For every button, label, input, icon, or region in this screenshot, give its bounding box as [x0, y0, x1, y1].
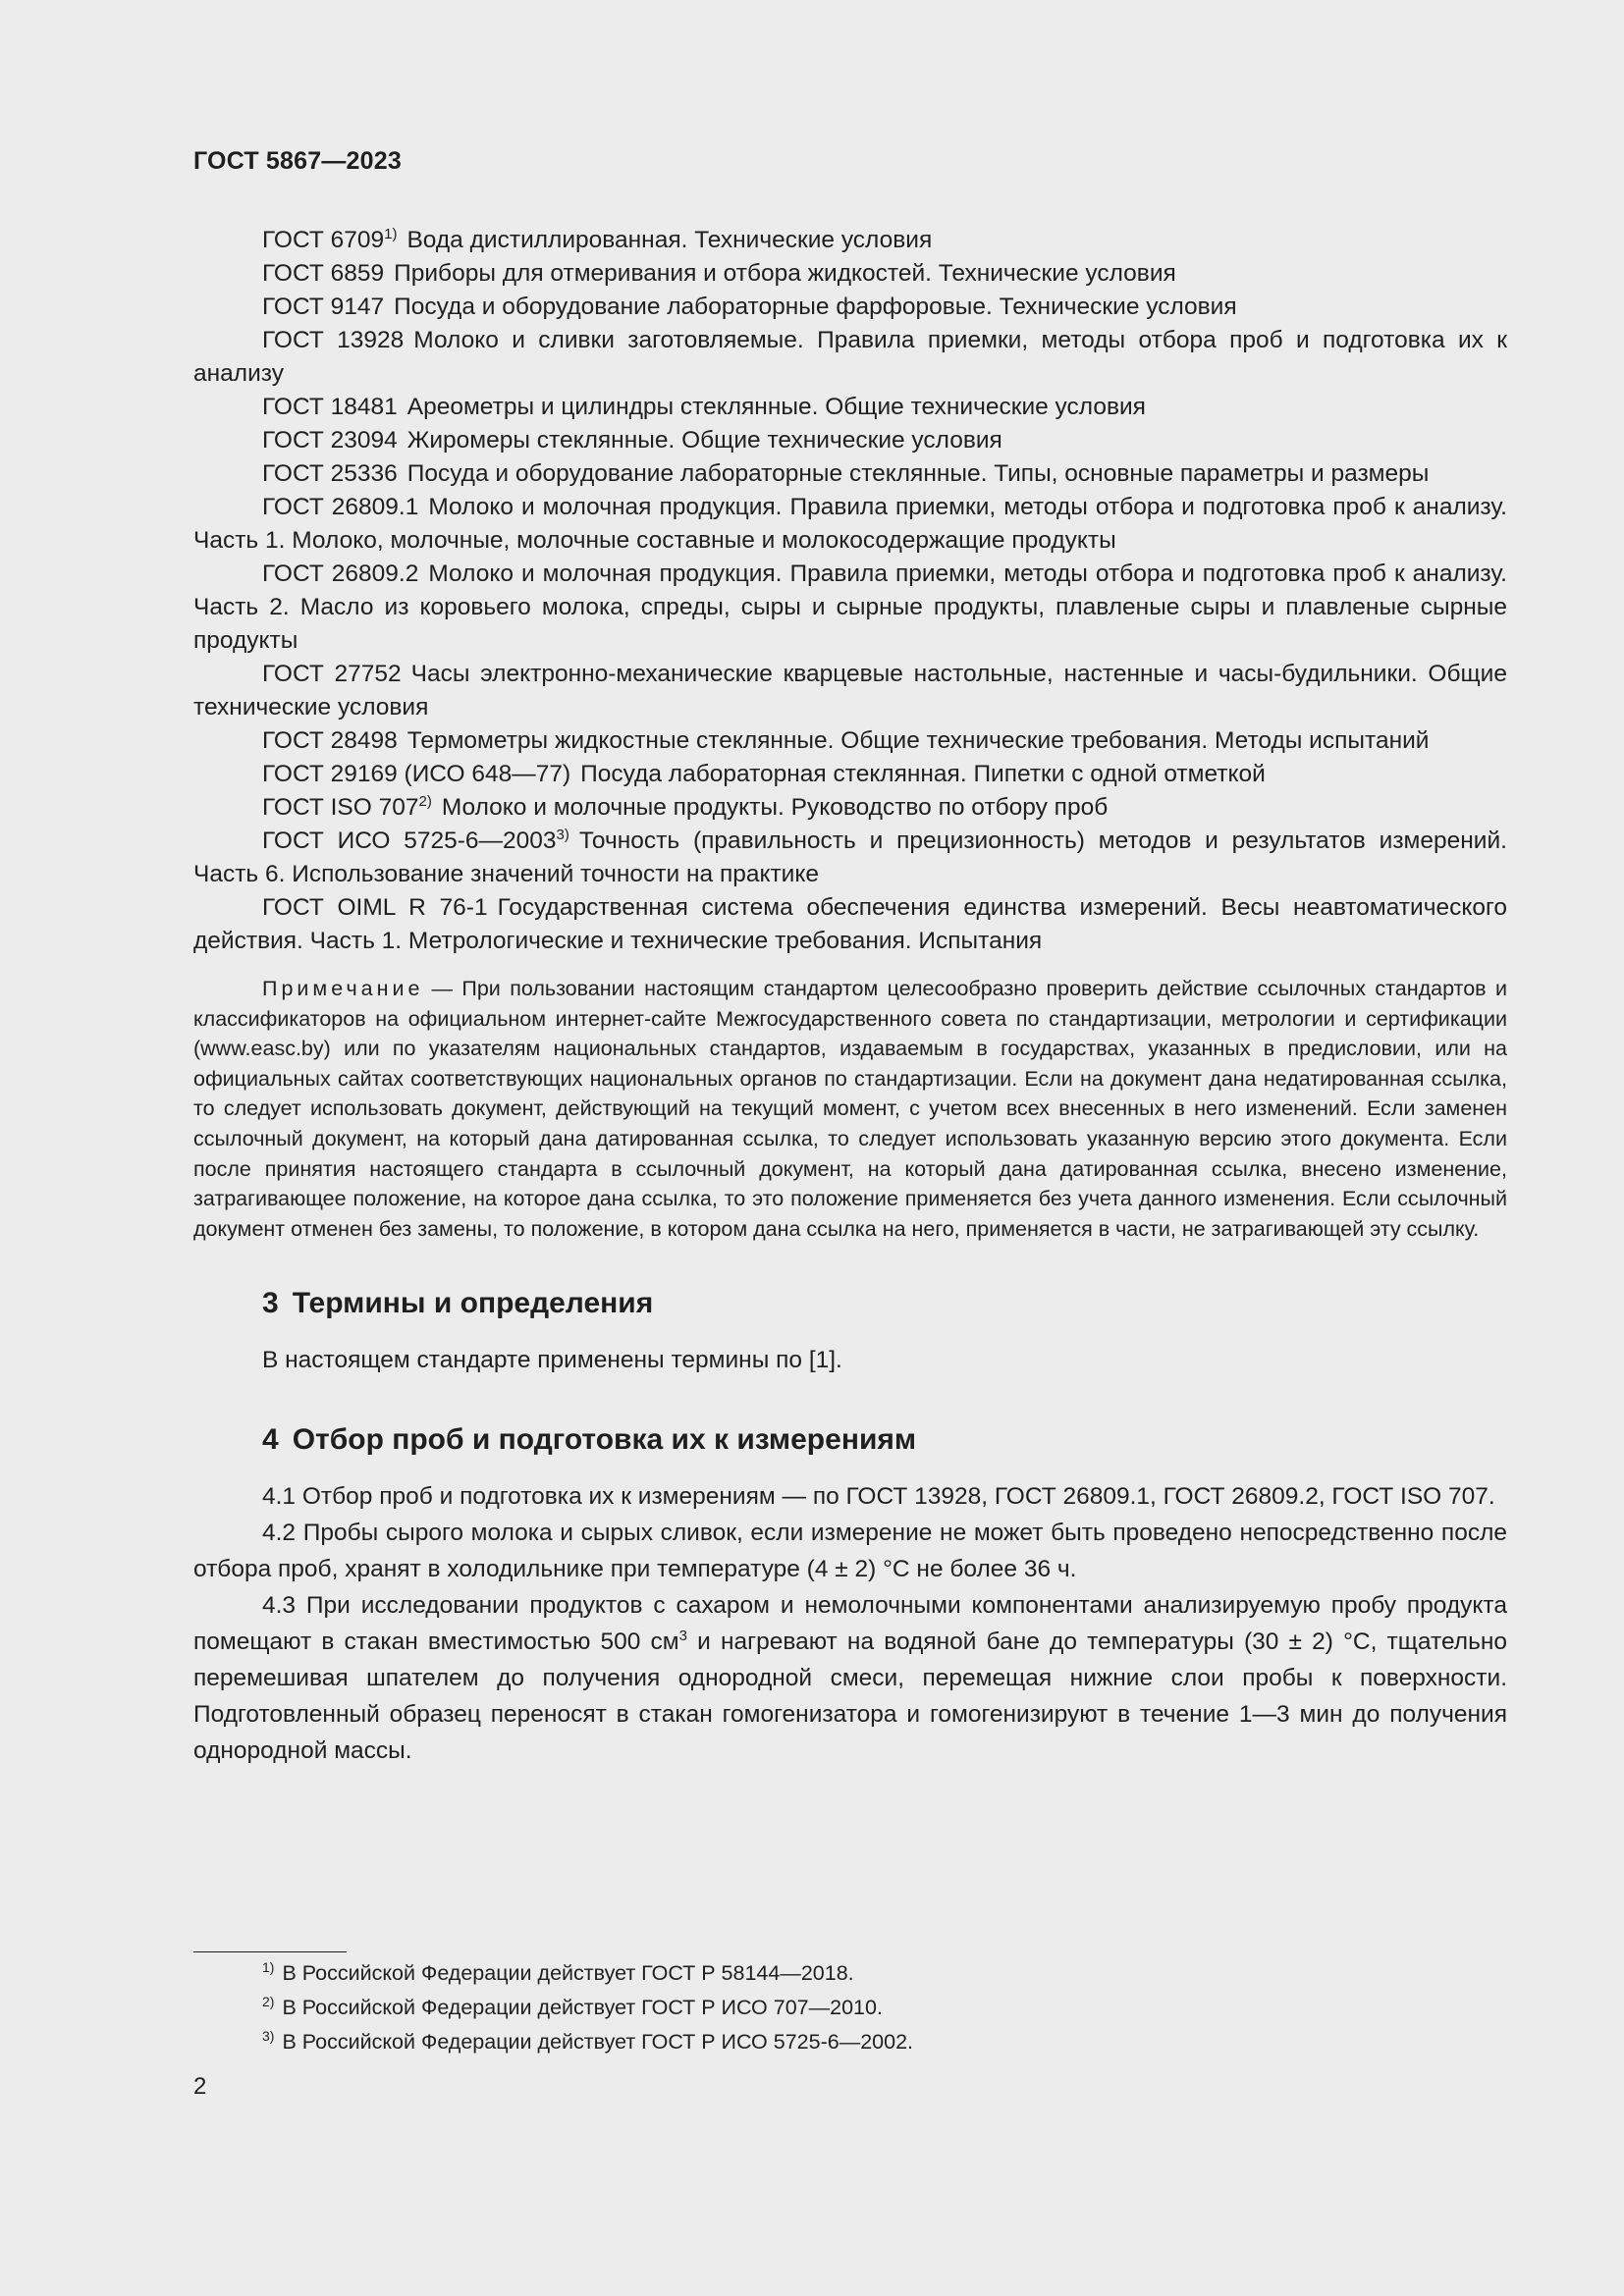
- reference-item: ГОСТ 6709$^{1)}$ Вода дистиллированная. Технические условия: [262, 225, 933, 253]
- reference-item: ГОСТ 29169 (ИСО 648—77) Посуда лабораторная стеклянная. Пипетки с одной отметкой: [262, 761, 1266, 787]
- reference-item: ГОСТ 25336 Посуда и оборудование лабораторные стеклянные. Типы, основные параметры и размеры: [262, 460, 1430, 487]
- clause-4-1: 4.1 Отбор проб и подготовка их к измерениям — по ГОСТ 13928, ГОСТ 26809.1, ГОСТ 26809.2, ГОСТ ISO 707.: [262, 1483, 1495, 1511]
- section-4-heading: 4 Отбор проб и подготовка их к измерениям: [262, 1423, 917, 1457]
- section-3-text: В настоящем стандарте применены термины по [1].: [262, 1347, 842, 1374]
- reference-code: ГОСТ 26809.2: [262, 561, 419, 587]
- footnote-divider: [193, 1951, 347, 1952]
- reference-code: ГОСТ OIML R 76-1: [262, 894, 488, 921]
- reference-item: ГОСТ 18481 Ареометры и цилиндры стеклянные. Общие технические условия: [262, 394, 1146, 420]
- footnote-item: $^{1)}$ В Российской Федерации действует ГОСТ Р 58144—2018.: [262, 1958, 854, 1985]
- reference-item: ГОСТ 27752 Часы электронно-механические кварцевые настольные, настенные и часы-будильники. Общие технические условия: [193, 661, 1507, 721]
- reference-code: ГОСТ 9147: [262, 294, 385, 320]
- reference-item: ГОСТ 28498 Термометры жидкостные стеклянные. Общие технические требования. Методы испытаний: [262, 727, 1430, 754]
- normative-references-list: [193, 224, 1507, 958]
- clause-4-2: 4.2 Пробы сырого молока и сырых сливок, если измерение не может быть проведено непосредственно после отбора проб, хранят в холодильнике при температуре (4 ± 2) °С не более 36 ч.: [193, 1520, 1507, 1583]
- note-label: Примечание: [262, 977, 424, 1000]
- reference-code: ГОСТ 13928: [262, 327, 405, 353]
- section-3-heading: 3 Термины и определения: [262, 1287, 654, 1320]
- footnotes: [193, 1956, 1507, 2059]
- reference-item: ГОСТ 26809.1 Молоко и молочная продукция. Правила приемки, методы отбора и подготовка проб к анализу. Часть 1. Молоко, молочные, молочные составные и молокосодержащие продукты: [193, 494, 1507, 554]
- reference-code: ГОСТ 6709$^{1)}$: [262, 225, 398, 253]
- document-header: ГОСТ 5867—2023: [193, 147, 402, 175]
- reference-code: ГОСТ 28498: [262, 727, 398, 754]
- reference-item: ГОСТ 13928 Молоко и сливки заготовляемые. Правила приемки, методы отбора проб и подготовка их к анализу: [193, 327, 1507, 387]
- footnote-item: $^{3)}$ В Российской Федерации действует ГОСТ Р ИСО 5725-6—2002.: [262, 2027, 914, 2054]
- reference-code: ГОСТ 29169 (ИСО 648—77): [262, 761, 571, 787]
- reference-code: ГОСТ 18481: [262, 394, 398, 420]
- reference-item: ГОСТ 23094 Жиромеры стеклянные. Общие технические условия: [262, 427, 1002, 454]
- reference-code: ГОСТ 27752: [262, 661, 402, 687]
- reference-item: ГОСТ 26809.2 Молоко и молочная продукция. Правила приемки, методы отбора и подготовка проб к анализу. Часть 2. Масло из коровьего молока, спреды, сыры и сырные продукты, плавленые сыры и плавленые сырные продукты: [193, 561, 1507, 654]
- page-body: [193, 224, 1507, 1769]
- reference-item: ГОСТ OIML R 76-1 Государственная система обеспечения единства измерений. Весы неавтоматического действия. Часть 1. Метрологические и технические требования. Испытания: [193, 894, 1507, 954]
- reference-code: ГОСТ ИСО 5725-6—2003$^{3)}$: [262, 826, 569, 854]
- reference-item: ГОСТ ISO 707$^{2)}$ Молоко и молочные продукты. Руководство по отбору проб: [262, 792, 1109, 821]
- reference-code: ГОСТ 6859: [262, 260, 385, 287]
- reference-code: ГОСТ ISO 707$^{2)}$: [262, 792, 432, 821]
- reference-item: ГОСТ 9147 Посуда и оборудование лабораторные фарфоровые. Технические условия: [262, 294, 1237, 320]
- reference-item: ГОСТ 6859 Приборы для отмеривания и отбора жидкостей. Технические условия: [262, 260, 1176, 287]
- clause-4-3: 4.3 При исследовании продуктов с сахаром и немолочными компонентами анализируемую пробу продукта помещают в стакан вместимостью 500 $см^3$ и нагревают на водяной бане до температуры (30 ± 2) °С, тщательно перемешивая шпателем до получения однородной смеси, перемещая нижние слои пробы к поверхности. Подготовленный образец переносят в стакан гомогенизатора и гомогенизируют в течение 1—3 мин до получения однородной массы.: [193, 1592, 1507, 1765]
- references-note: [193, 974, 1507, 1244]
- note-text: — При пользовании настоящим стандартом целесообразно проверить действие ссылочных стандартов и классификаторов на официальном интернет-сайте Межгосударственного совета по стандартизации, метрологии и сертификации (www.easc.by) или по указателям национальных стандартов, издаваемым в государствах, указанных в предисловии, или на официальных сайтах соответствующих национальных органов по стандартизации. Если на документ дана недатированная ссылка, то следует использовать документ, действующий на текущий момент, с учетом всех внесенных в него изменений. Если заменен ссылочный документ, на который дана датированная ссылка, то следует использовать указанную версию этого документа. Если после принятия настоящего стандарта в ссылочный документ, на который дана датированная ссылка, внесено изменение, затрагивающее положение, на которое дана ссылка, то это положение применяется без учета данного изменения. Если ссылочный документ отменен без замены, то положение, в котором дана ссылка на него, применяется в части, не затрагивающей эту ссылку.: [193, 977, 1507, 1241]
- footnote-item: $^{2)}$ В Российской Федерации действует ГОСТ Р ИСО 707—2010.: [262, 1993, 883, 2019]
- reference-code: ГОСТ 26809.1: [262, 494, 419, 520]
- reference-item: ГОСТ ИСО 5725-6—2003$^{3)}$ Точность (правильность и прецизионность) методов и результатов измерений. Часть 6. Использование значений точности на практике: [193, 826, 1507, 887]
- reference-code: ГОСТ 25336: [262, 460, 398, 487]
- page-number: 2: [193, 2073, 207, 2100]
- reference-code: ГОСТ 23094: [262, 427, 398, 454]
